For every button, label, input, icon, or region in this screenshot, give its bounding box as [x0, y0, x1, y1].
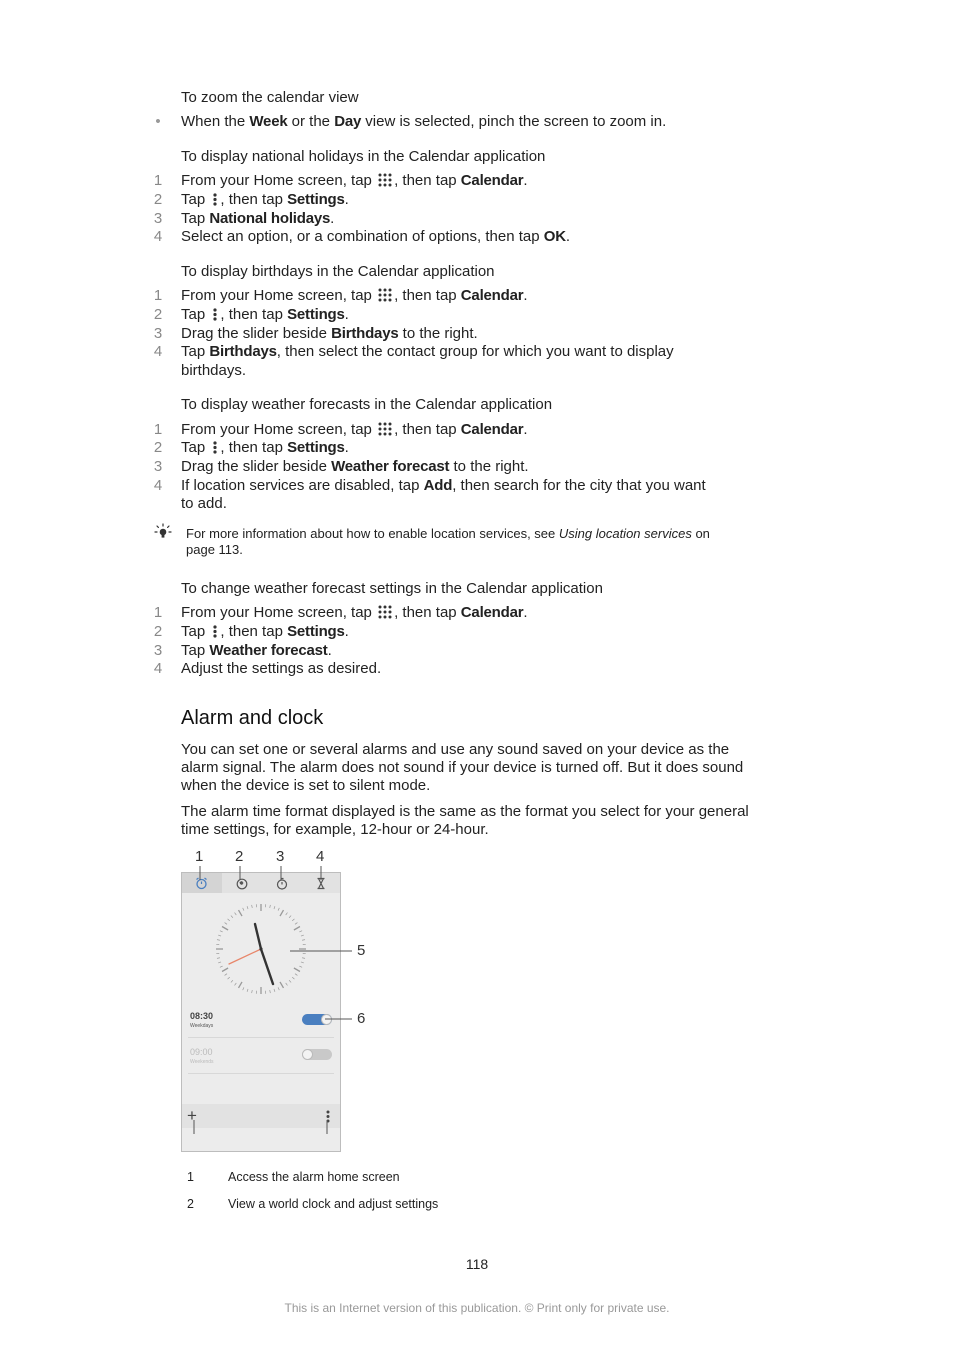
- clock-tick: [278, 987, 279, 990]
- clock-tick: [235, 983, 237, 985]
- alarm-bottom-toolbar: [182, 1104, 340, 1128]
- section-heading-zoom: To zoom the calendar view: [181, 89, 359, 106]
- clock-tick: [280, 982, 284, 988]
- callout-3: 3: [276, 848, 285, 865]
- clock-tick: [302, 940, 305, 941]
- step-row: [0, 421, 954, 439]
- clock-tick: [239, 910, 243, 916]
- step-text: From your Home screen, tap , then tap Calendar.: [181, 421, 528, 438]
- clock-tick: [225, 923, 227, 925]
- step-number: 4: [153, 228, 163, 245]
- minute-hand: [261, 949, 273, 984]
- clock-tick: [235, 913, 237, 915]
- clock-tick: [228, 977, 230, 979]
- clock-tick: [222, 968, 228, 972]
- step-continuation: [0, 362, 954, 380]
- clock-tick: [295, 974, 297, 976]
- clock-tick: [294, 968, 300, 972]
- clock-tick: [278, 908, 279, 911]
- overflow-menu-icon[interactable]: [326, 1110, 330, 1123]
- step-text: Adjust the settings as desired.: [181, 660, 382, 677]
- step-text: to add.: [181, 495, 227, 512]
- second-hand: [229, 949, 261, 964]
- callout-5: 5: [357, 942, 366, 959]
- clock-tick: [243, 908, 244, 911]
- step-row: [0, 623, 954, 641]
- step-number: 3: [153, 325, 163, 342]
- lightbulb-tip-icon: [154, 523, 172, 541]
- tip-text: For more information about how to enable location services, see Using location services on page 113.: [186, 526, 710, 557]
- clock-tick: [252, 905, 253, 908]
- alarm-paragraph-1: You can set one or several alarms and use any sound saved on your device as the alarm signal. The alarm does not sound if your device is turned off. But it does sound when the device is set to silent mode.: [181, 741, 744, 794]
- clock-tick: [294, 927, 300, 931]
- footer-notice: This is an Internet version of this publication. © Print only for private use.: [284, 1301, 670, 1315]
- step-row: [0, 343, 954, 361]
- step-row: [0, 458, 954, 476]
- step-text: Drag the slider beside Weather forecast to the right.: [181, 458, 529, 475]
- step-number: 1: [153, 604, 163, 621]
- add-alarm-icon[interactable]: +: [187, 1106, 197, 1125]
- tip-link[interactable]: Using location services: [558, 526, 692, 541]
- step-row: [0, 477, 954, 495]
- step-number: 3: [153, 210, 163, 227]
- step-text: Select an option, or a combination of options, then tap OK.: [181, 228, 571, 245]
- step-number: 1: [153, 287, 163, 304]
- step-text: Tap Birthdays, then select the contact group for which you want to display: [181, 343, 674, 360]
- overflow-menu-icon: [213, 308, 217, 321]
- step-text: If location services are disabled, tap Add, then search for the city that you want: [181, 477, 706, 494]
- overflow-menu-icon: [213, 441, 217, 454]
- clock-tick: [217, 958, 220, 959]
- clock-tick: [301, 935, 304, 936]
- stopwatch-icon: [276, 877, 288, 890]
- step-row: [0, 306, 954, 324]
- alarm-paragraph-2: The alarm time format displayed is the same as the format you select for your general time settings, for example, 12-hour or 24-hour.: [181, 803, 749, 838]
- clock-tick: [231, 916, 233, 918]
- step-row: [0, 191, 954, 209]
- clock-tick: [239, 982, 243, 988]
- tab-world-clock[interactable]: [222, 873, 262, 893]
- step-number: 2: [153, 623, 163, 640]
- step-number: 3: [153, 458, 163, 475]
- step-text: Tap , then tap Settings.: [181, 191, 349, 208]
- step-row: [0, 210, 954, 228]
- tab-timer[interactable]: [302, 873, 340, 893]
- step-number: 2: [153, 191, 163, 208]
- alarm-tab-bar: [182, 873, 340, 893]
- clock-tick: [289, 980, 291, 982]
- step-row: [0, 172, 954, 190]
- clock-tick: [218, 935, 221, 936]
- clock-tick: [286, 983, 288, 985]
- analog-clock[interactable]: [214, 902, 308, 996]
- step-text: From your Home screen, tap , then tap Calendar.: [181, 172, 528, 189]
- hour-hand: [255, 924, 261, 949]
- step-row: [0, 642, 954, 660]
- clock-tick: [247, 989, 248, 992]
- step-number: 3: [153, 642, 163, 659]
- step-text: From your Home screen, tap , then tap Calendar.: [181, 287, 528, 304]
- callout-4: 4: [316, 848, 325, 865]
- clock-tick: [299, 931, 302, 932]
- clock-tick: [274, 906, 275, 909]
- alarm-1-time: 08:30: [190, 1011, 214, 1021]
- clock-tick: [228, 919, 230, 921]
- bullet-text: When the Week or the Day view is selected, pinch the screen to zoom in.: [181, 113, 667, 130]
- bullet-glyph: •: [155, 113, 161, 130]
- step-row: [0, 228, 954, 246]
- step-number: 1: [153, 172, 163, 189]
- legend-number: 1: [187, 1170, 194, 1184]
- step-row: [0, 325, 954, 343]
- step-number: 1: [153, 421, 163, 438]
- legend-number: 2: [187, 1197, 194, 1211]
- apps-grid-icon: [378, 173, 392, 187]
- section-heading-birthdays: To display birthdays in the Calendar application: [181, 263, 495, 280]
- callout-2: 2: [235, 848, 244, 865]
- step-number: 4: [153, 477, 163, 494]
- step-row: [0, 439, 954, 457]
- clock-tick: [292, 919, 294, 921]
- step-row: [0, 287, 954, 305]
- clock-tick: [286, 913, 288, 915]
- alarm-1-label: Weekdays: [190, 1023, 214, 1029]
- bullet-item: [0, 113, 954, 131]
- section-heading-holidays: To display national holidays in the Calendar application: [181, 148, 546, 165]
- apps-grid-icon: [378, 288, 392, 302]
- step-text: Drag the slider beside Birthdays to the right.: [181, 325, 478, 342]
- alarm-1-toggle[interactable]: [302, 1014, 332, 1025]
- alarm-clock-icon: [195, 877, 208, 890]
- section-heading-weather-settings: To change weather forecast settings in the Calendar application: [181, 580, 603, 597]
- clock-tick: [252, 990, 253, 993]
- clock-tick: [220, 931, 223, 932]
- step-text: Tap , then tap Settings.: [181, 623, 349, 640]
- tab-alarm[interactable]: [182, 873, 222, 893]
- clock-tick: [270, 905, 271, 908]
- clock-tick: [301, 962, 304, 963]
- clock-tick: [270, 990, 271, 993]
- step-text: Tap Weather forecast.: [181, 642, 332, 659]
- apps-grid-icon: [378, 605, 392, 619]
- clock-tick: [218, 962, 221, 963]
- step-number: 4: [153, 343, 163, 360]
- page-number: 118: [465, 1256, 489, 1272]
- step-text: Tap National holidays.: [181, 210, 335, 227]
- clock-tick: [274, 989, 275, 992]
- alarm-app-screenshot: [181, 872, 341, 1152]
- step-text: Tap , then tap Settings.: [181, 439, 349, 456]
- step-text: Tap , then tap Settings.: [181, 306, 349, 323]
- hourglass-icon: [316, 877, 326, 890]
- step-row: [0, 660, 954, 678]
- clock-tick: [243, 987, 244, 990]
- section-title-alarm-clock: Alarm and clock: [181, 707, 324, 729]
- step-number: 2: [153, 439, 163, 456]
- clock-tick: [299, 966, 302, 967]
- step-text: From your Home screen, tap , then tap Calendar.: [181, 604, 528, 621]
- overflow-menu-icon: [213, 193, 217, 206]
- callout-6: 6: [357, 1010, 366, 1027]
- step-number: 2: [153, 306, 163, 323]
- section-heading-weather: To display weather forecasts in the Calendar application: [181, 396, 553, 413]
- overflow-menu-icon: [213, 625, 217, 638]
- step-continuation: [0, 495, 954, 513]
- alarm-2-toggle[interactable]: [302, 1049, 332, 1060]
- step-number: 4: [153, 660, 163, 677]
- apps-grid-icon: [378, 422, 392, 436]
- alarm-2-time: 09:00: [190, 1047, 213, 1057]
- clock-tick: [292, 977, 294, 979]
- clock-tick: [280, 910, 284, 916]
- step-row: [0, 604, 954, 622]
- clock-tick: [220, 966, 223, 967]
- clock-tick: [231, 980, 233, 982]
- clock-tick: [225, 974, 227, 976]
- clock-tick: [247, 906, 248, 909]
- legend-text: Access the alarm home screen: [228, 1170, 400, 1184]
- clock-tick: [217, 940, 220, 941]
- alarm-2-label: Weekends: [190, 1059, 214, 1065]
- tab-stopwatch[interactable]: [262, 873, 302, 893]
- legend-text: View a world clock and adjust settings: [228, 1197, 439, 1211]
- clock-tick: [289, 916, 291, 918]
- callout-1: 1: [195, 848, 204, 865]
- clock-tick: [302, 958, 305, 959]
- step-text: birthdays.: [181, 362, 247, 379]
- globe-icon: [236, 878, 248, 890]
- clock-tick: [295, 923, 297, 925]
- clock-tick: [222, 927, 228, 931]
